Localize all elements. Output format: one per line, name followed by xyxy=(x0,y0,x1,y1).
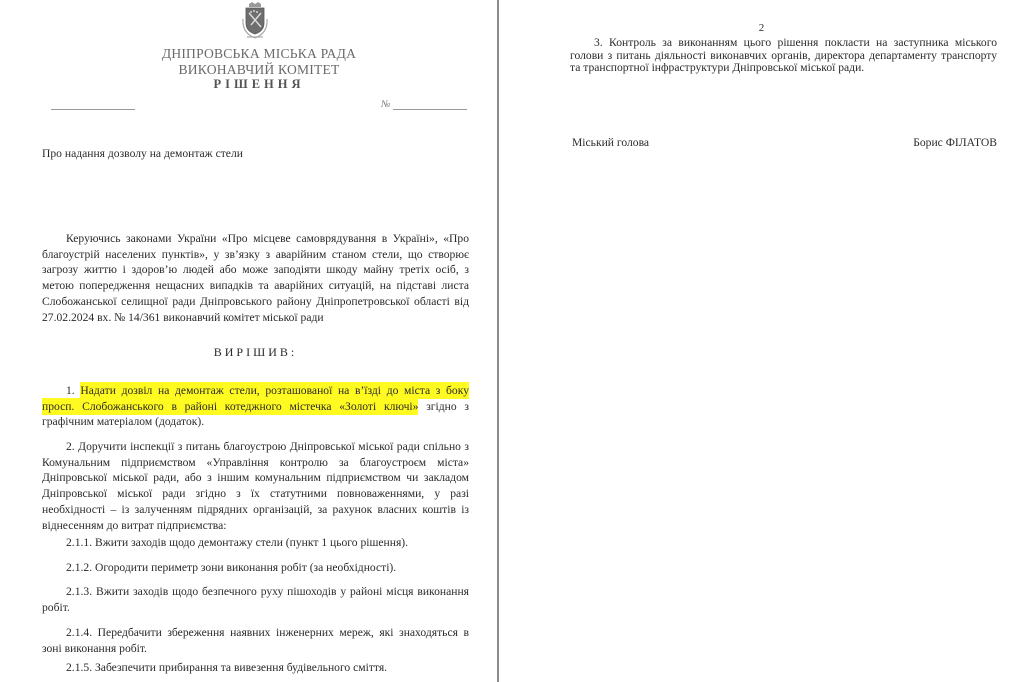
signature-title: Міський голова xyxy=(572,136,650,149)
subitem-2-1-5: 2.1.5. Забезпечити прибирання та вивезення будівельного сміття. xyxy=(66,661,388,674)
item-3-paragraph: 3. Контроль за виконанням цього рішення покласти на заступника міського голови з питань діяльності виконавчих органів, директора департаменту транспорту та транспортної інфраструктури Дніпровської міської ради. xyxy=(570,36,997,75)
number-blank-line xyxy=(393,109,467,110)
item-2-paragraph: 2. Доручити інспекції з питань благоустрою Дніпровської міської ради спільно з Комунальним підприємством «Управління контролю за благоустроєм міста» Дніпровської міської ради, або з іншим комунальним підприємством чи закладом Дніпровської міської ради згідно з їх статутними повноваженнями, у разі необхідності – із залученням підрядних організацій, за рахунок власних коштів із віднесенням до витрат підприємства: xyxy=(42,440,469,532)
item-1-rest: згідно з графічним матеріалом (додаток). xyxy=(42,399,469,429)
subitem-2-1-4: 2.1.4. Передбачити збереження наявних інженерних мереж, які знаходяться в зоні виконання робіт. xyxy=(42,626,469,655)
signature-name: Борис ФІЛАТОВ xyxy=(913,136,997,149)
preamble-paragraph: Керуючись законами України «Про місцеве самоврядування в Україні», «Про благоустрій населених пунктів», у зв’язку з аварійним станом стели, що створює загрозу життю і здоров’ю людей або може заподіяти шкоду майну третіх осіб, з метою попередження нещасних випадків та аварійних ситуацій, на підставі листа Слобожанської селищної ради Дніпровського району Дніпропетровської області від 27.02.2024 вх. № 14/361 виконавчий комітет міської ради xyxy=(42,232,469,324)
item-1-paragraph xyxy=(42,383,469,430)
committee-name: ВИКОНАВЧИЙ КОМІТЕТ xyxy=(178,62,340,77)
date-blank-line xyxy=(51,109,135,110)
subitem-2-1-2: 2.1.2. Огородити периметр зони виконання робіт (за необхідності). xyxy=(66,561,397,574)
dnipro-coat-of-arms-icon xyxy=(240,1,270,41)
document-page-2 xyxy=(499,0,1024,682)
number-label: № xyxy=(381,99,391,110)
subitem-2-1-1: 2.1.1. Вжити заходів щодо демонтажу стели (пункт 1 цього рішення). xyxy=(66,536,409,549)
document-type: РІШЕННЯ xyxy=(213,77,305,91)
document-page-1 xyxy=(0,0,498,682)
highlighted-text: Надати дозвіл на демонтаж стели, розташованої на в’їзді до міста з боку просп. Слобожанського в районі котеджного містечка «Золоті ключі» xyxy=(42,384,469,413)
resolved-heading: ВИРІШИВ: xyxy=(213,345,298,359)
document-subject: Про надання дозволу на демонтаж стели xyxy=(42,147,243,160)
subitem-2-1-3: 2.1.3. Вжити заходів щодо безпечного руху пішоходів у районі місця виконання робіт. xyxy=(42,585,469,614)
council-name: ДНІПРОВСЬКА МІСЬКА РАДА xyxy=(161,46,357,61)
item-1-number: 1. xyxy=(66,384,75,397)
page-number: 2 xyxy=(758,22,765,34)
